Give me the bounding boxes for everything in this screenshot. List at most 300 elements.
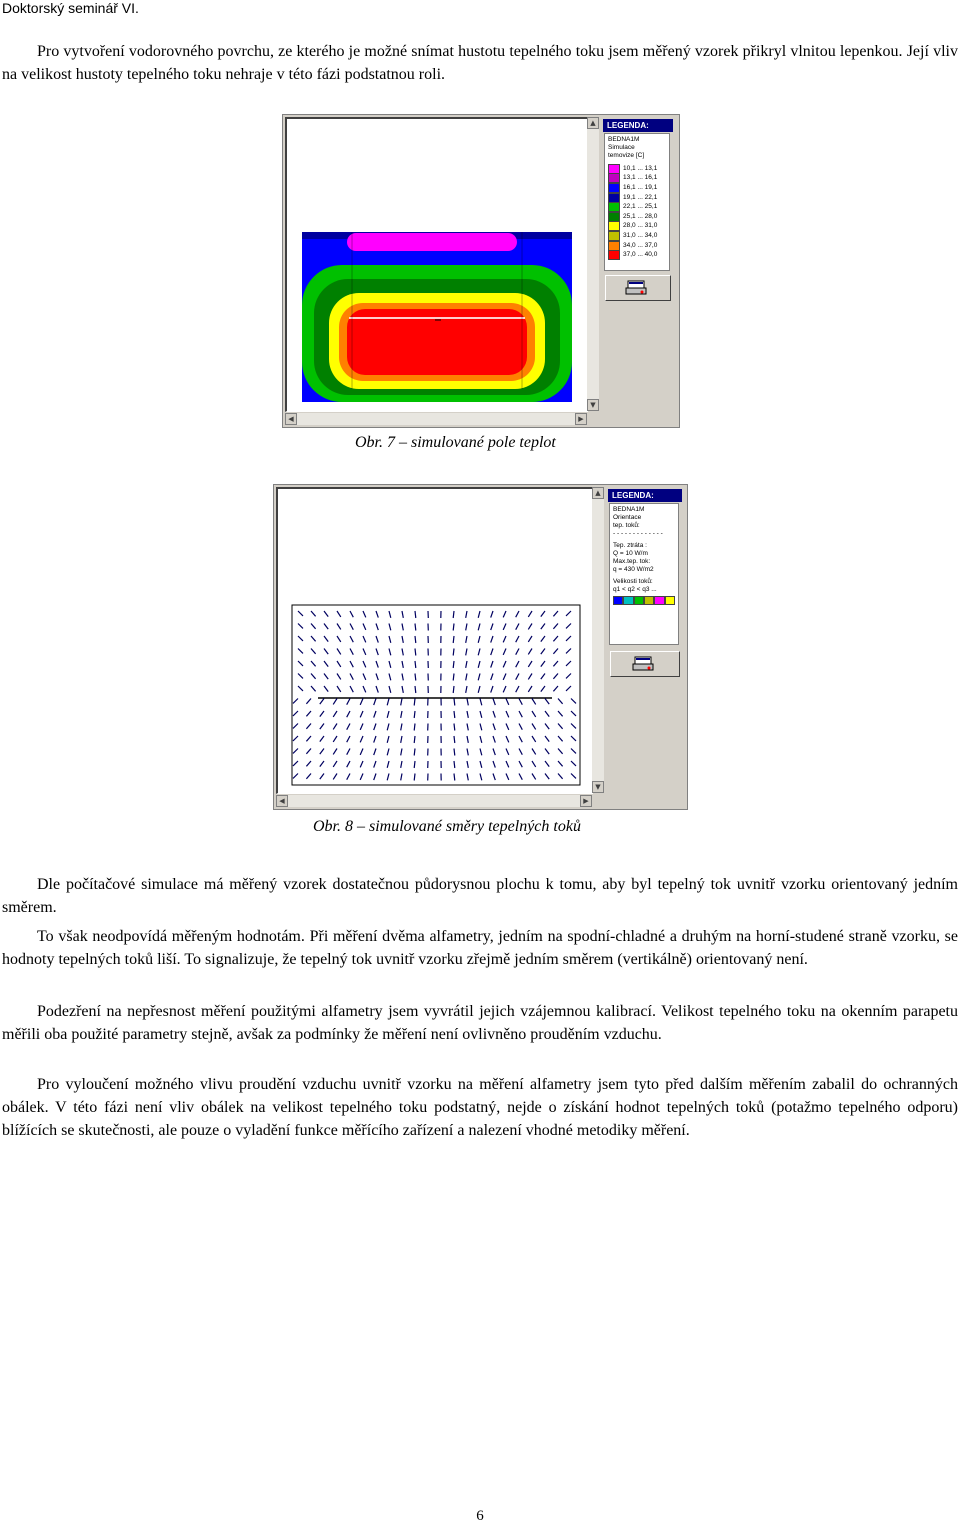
figure-heat-flow-directions <box>273 484 688 810</box>
flow-arrow <box>320 699 324 705</box>
flow-arrow <box>306 711 311 716</box>
flow-arrow <box>528 649 532 655</box>
flow-arrow <box>528 686 532 692</box>
flow-arrow <box>480 761 482 768</box>
flow-arrow <box>333 736 337 742</box>
flow-arrow <box>480 711 482 718</box>
flow-arrow <box>454 761 455 768</box>
legend-item-label: 37,0 ... 40,0 <box>623 251 658 259</box>
flow-arrow <box>506 761 509 767</box>
legend-swatch <box>608 202 620 212</box>
scroll-down-button[interactable]: ▼ <box>587 399 599 411</box>
flow-arrow <box>454 724 455 731</box>
flow-arrow <box>414 724 415 731</box>
flow-arrow <box>478 649 480 656</box>
legend-item-label: 22,1 ... 25,1 <box>623 203 658 211</box>
legend-line: Tep. ztráta : <box>613 542 647 549</box>
flow-arrow <box>415 661 416 668</box>
flow-arrow <box>376 649 378 656</box>
flow-arrow <box>519 774 522 780</box>
flow-arrow <box>401 749 402 756</box>
legend-swatch <box>608 183 620 193</box>
temperature-canvas <box>285 117 588 412</box>
flow-arrow <box>333 774 337 780</box>
flow-arrow <box>363 674 366 680</box>
flow-arrow <box>566 674 571 679</box>
flow-arrow <box>466 686 467 693</box>
legend-lines <box>613 514 675 594</box>
flow-arrows <box>293 611 576 781</box>
legend-file: BEDNA1M <box>608 136 640 143</box>
flow-arrow <box>493 699 495 706</box>
flow-arrow <box>306 749 311 754</box>
flow-arrow <box>324 686 328 692</box>
flow-arrow <box>350 674 353 680</box>
flow-arrow <box>293 774 298 779</box>
flow-arrow <box>324 611 328 617</box>
flow-arrow <box>528 611 532 617</box>
flow-arrow <box>293 699 298 704</box>
flow-arrow <box>566 624 571 629</box>
flow-arrow <box>516 674 519 680</box>
flow-arrow <box>402 611 403 618</box>
flow-arrow <box>402 636 403 643</box>
flow-arrow <box>480 724 482 731</box>
flow-arrow <box>532 699 536 705</box>
flow-arrow <box>519 711 522 717</box>
flow-arrow <box>541 649 545 655</box>
flow-arrow <box>347 749 350 755</box>
flow-arrow <box>491 674 493 681</box>
legend-item-label: 28,0 ... 31,0 <box>623 222 658 230</box>
legend-title: Simulace <box>608 144 635 151</box>
flow-arrow <box>478 686 480 693</box>
flow-arrow <box>467 761 468 768</box>
flow-arrow <box>558 711 563 716</box>
flow-arrow <box>293 761 298 766</box>
scroll-down-button-2[interactable]: ▼ <box>592 781 604 793</box>
legend-swatch <box>608 173 620 183</box>
flow-arrow <box>298 624 303 629</box>
flow-arrow <box>402 661 403 668</box>
legend-swatch <box>608 221 620 231</box>
flow-arrow <box>503 686 506 692</box>
flow-arrow <box>324 649 328 655</box>
flow-arrow <box>528 661 532 667</box>
flow-arrow <box>516 661 519 667</box>
flow-arrow <box>320 711 324 717</box>
flow-arrow <box>541 674 545 680</box>
flow-arrow <box>491 661 493 668</box>
legend-size-swatch <box>634 596 644 605</box>
flow-arrow <box>387 736 389 743</box>
flow-arrow <box>389 636 391 643</box>
flow-arrow <box>298 661 303 666</box>
legend-item <box>608 231 666 241</box>
flow-arrow <box>558 736 563 741</box>
flow-arrow <box>347 736 350 742</box>
legend-item <box>608 222 666 232</box>
flow-arrow <box>545 711 549 717</box>
flow-arrow <box>566 611 571 616</box>
flow-arrow <box>541 636 545 642</box>
flow-arrow <box>541 624 545 630</box>
vertical-scrollbar-2[interactable] <box>592 487 604 793</box>
flow-arrow <box>545 774 549 780</box>
flow-arrow <box>453 686 454 693</box>
flow-arrow <box>414 711 415 718</box>
flow-arrow <box>298 649 303 654</box>
flow-arrow <box>415 611 416 618</box>
flow-arrow <box>519 736 522 742</box>
flow-arrow <box>480 749 482 756</box>
legend-swatch <box>608 193 620 203</box>
vertical-scrollbar[interactable] <box>587 117 599 411</box>
flow-arrow <box>387 749 389 756</box>
flow-arrow <box>558 749 563 754</box>
flow-arrow <box>566 661 571 666</box>
flow-arrow <box>491 624 493 631</box>
flow-arrow <box>389 624 391 631</box>
flow-arrow <box>311 611 316 616</box>
scroll-up-button[interactable]: ▲ <box>587 117 599 129</box>
flow-arrow <box>532 711 536 717</box>
flow-arrow <box>306 774 311 779</box>
flow-arrow <box>337 636 341 642</box>
flow-arrow <box>337 686 341 692</box>
flow-arrow <box>506 711 509 717</box>
flow-arrow <box>324 624 328 630</box>
legend-item-label: 31,0 ... 34,0 <box>623 231 658 239</box>
flow-arrow <box>414 736 415 743</box>
flow-arrow <box>454 711 455 718</box>
flow-arrow <box>389 661 391 668</box>
flow-arrow <box>389 649 391 656</box>
flow-arrow <box>553 661 558 666</box>
legend-item <box>608 202 666 212</box>
flow-arrow <box>467 724 468 731</box>
horizontal-scrollbar[interactable] <box>285 413 587 425</box>
legend-line: Orientace <box>613 514 642 521</box>
flow-arrow <box>374 774 376 781</box>
flow-arrow <box>360 699 363 705</box>
flow-arrow <box>374 724 376 731</box>
flow-arrow <box>415 686 416 693</box>
flow-arrow <box>528 674 532 680</box>
flow-arrow <box>350 686 353 692</box>
flow-arrow <box>347 774 350 780</box>
flow-arrow <box>389 611 391 618</box>
flow-arrow <box>503 611 506 617</box>
legend-item <box>608 250 666 260</box>
flow-arrow <box>516 649 519 655</box>
flow-arrow <box>401 711 402 718</box>
legend-item <box>608 174 666 184</box>
flow-arrow <box>311 686 316 691</box>
flow-arrow <box>453 611 454 618</box>
flow-arrow <box>374 761 376 768</box>
flow-arrow <box>571 711 576 716</box>
flow-arrow <box>387 711 389 718</box>
flow-arrow <box>374 711 376 718</box>
flow-arrow <box>480 736 482 743</box>
flow-arrow <box>503 624 506 630</box>
flow-arrow <box>467 749 468 756</box>
flow-arrow <box>467 736 468 743</box>
flow-arrow <box>333 724 337 730</box>
flow-arrow <box>528 636 532 642</box>
flow-arrow <box>363 636 366 642</box>
scroll-right-button[interactable]: ▶ <box>575 413 587 425</box>
flow-arrow <box>401 736 402 743</box>
flow-arrow <box>516 686 519 692</box>
flow-arrow <box>493 749 495 756</box>
flow-arrow <box>347 711 350 717</box>
flow-arrow <box>454 699 455 706</box>
flow-arrow <box>363 661 366 667</box>
flow-arrow <box>466 674 467 681</box>
flow-arrow <box>414 699 415 706</box>
flow-arrow <box>360 774 363 780</box>
flow-arrow <box>467 711 468 718</box>
flow-arrow <box>360 761 363 767</box>
legend-item-label: 19,1 ... 22,1 <box>623 193 658 201</box>
flow-arrow <box>306 699 311 704</box>
flow-arrow <box>571 736 576 741</box>
flow-arrow <box>571 749 576 754</box>
flow-arrow <box>389 686 391 693</box>
flow-arrow <box>298 686 303 691</box>
flow-arrow <box>333 761 337 767</box>
flow-arrow <box>466 624 467 631</box>
flow-arrow <box>503 661 506 667</box>
scroll-right-button-2[interactable]: ▶ <box>580 795 592 807</box>
flow-arrow <box>320 736 324 742</box>
flow-arrow <box>516 636 519 642</box>
legend-item-label: 16,1 ... 19,1 <box>623 183 658 191</box>
flow-arrow <box>376 686 378 693</box>
scroll-left-button[interactable]: ◀ <box>285 413 297 425</box>
legend-subtitle: temovize [C] <box>608 152 645 159</box>
legend-item <box>608 193 666 203</box>
page-number: 6 <box>476 1508 484 1524</box>
flow-arrow <box>337 624 341 630</box>
flow-arrow <box>571 699 576 704</box>
flow-arrow <box>516 624 519 630</box>
flow-arrow <box>363 624 366 630</box>
flow-arrow <box>493 774 495 781</box>
legend-tool-button-2[interactable] <box>610 651 680 677</box>
flow-arrow <box>491 649 493 656</box>
flow-arrow <box>347 724 350 730</box>
flow-arrow <box>566 636 571 641</box>
legend-panel <box>604 133 670 271</box>
legend-swatch <box>608 241 620 251</box>
flow-arrow <box>553 686 558 691</box>
flow-arrow <box>466 611 467 618</box>
temperature-plot <box>287 119 587 411</box>
flow-arrow <box>337 661 341 667</box>
flow-arrow <box>387 761 389 768</box>
figure-temperature-field <box>282 114 680 428</box>
flow-arrow <box>519 761 522 767</box>
flow-arrow <box>320 774 324 780</box>
flow-arrow <box>306 761 311 766</box>
flow-arrow <box>293 711 298 716</box>
flow-arrow <box>293 724 298 729</box>
flow-arrow <box>402 649 403 656</box>
flow-arrow <box>333 711 337 717</box>
legend-swatch <box>608 231 620 241</box>
flow-arrow <box>350 636 353 642</box>
legend-item-label: 34,0 ... 37,0 <box>623 241 658 249</box>
flow-arrow <box>363 649 366 655</box>
scroll-up-button-2[interactable]: ▲ <box>592 487 604 499</box>
flow-arrow <box>337 611 341 617</box>
flow-arrow <box>545 749 549 755</box>
flow-arrow <box>363 686 366 692</box>
scroll-left-button-2[interactable]: ◀ <box>276 795 288 807</box>
flow-arrow <box>376 661 378 668</box>
legend-tool-button[interactable] <box>605 275 671 301</box>
flow-arrow <box>493 736 495 743</box>
flow-arrow <box>453 649 454 656</box>
flow-arrow <box>503 674 506 680</box>
flow-arrow <box>478 636 480 643</box>
flow-arrow <box>493 711 495 718</box>
page-header: Doktorský seminář VI. <box>2 0 139 16</box>
flow-arrow <box>558 724 563 729</box>
flow-arrow <box>350 649 353 655</box>
flow-arrow <box>324 636 328 642</box>
flow-arrow <box>566 686 571 691</box>
flow-arrow <box>532 736 536 742</box>
flow-arrow <box>415 649 416 656</box>
legend-swatch <box>608 164 620 174</box>
flow-arrow <box>374 699 376 706</box>
flow-arrow <box>553 624 558 629</box>
flow-arrow <box>466 661 467 668</box>
flow-arrow <box>506 736 509 742</box>
flow-arrow <box>374 736 376 743</box>
flow-arrow <box>376 624 378 631</box>
flow-arrow <box>360 724 363 730</box>
legend-file-2: BEDNA1M <box>613 506 645 513</box>
flow-arrow <box>528 624 532 630</box>
flow-arrow <box>333 749 337 755</box>
flow-arrow <box>467 699 468 706</box>
flow-arrow <box>454 749 455 756</box>
flow-arrow <box>503 649 506 655</box>
flow-arrow <box>506 749 509 755</box>
legend-items <box>608 164 666 260</box>
legend-line: - - - - - - - - - - - - - <box>613 530 663 537</box>
paragraph-3: Podezření na nepřesnost měření použitými alfametry jsem vyvrátil jejich vzájemnou kalibrací. Velikost tepelného toku na okenním parapetu měřili oba použité parametry stejně, avšak za podmínky že měření není ovlivněno prouděním vzduchu. <box>2 1003 958 1043</box>
flow-arrow <box>532 761 536 767</box>
flow-arrow <box>532 774 536 780</box>
flow-arrow <box>311 649 316 654</box>
flow-arrow <box>558 761 563 766</box>
paragraph-4: Pro vyloučení možného vlivu proudění vzduchu uvnitř vzorku na měření alfametry jsem tyto před dalším měřením zabalil do ochranných obálek. V této fázi není vliv obálek na velikost tepelného toku podstatný, nejde o získání hodnot tepelných toků (potažmo tepelného odporu) blížících se skutečnosti, ale pouze o vyladění funkce měřícího zařízení a nalezení vhodné metodiky měření. <box>2 1076 958 1139</box>
flow-arrow <box>491 636 493 643</box>
flow-arrow <box>415 636 416 643</box>
flow-arrow <box>558 699 563 704</box>
flow-arrow <box>553 611 558 616</box>
legend-line: Q = 10 W/m <box>613 550 648 557</box>
legend-line: Max.tep. tok: <box>613 558 651 565</box>
legend-item <box>608 164 666 174</box>
figure2-caption: Obr. 8 – simulované směry tepelných toků <box>313 818 581 835</box>
flow-arrow <box>480 699 482 706</box>
flow-arrow <box>478 661 480 668</box>
flow-arrow <box>324 674 328 680</box>
flow-arrow <box>333 699 337 705</box>
flow-arrow <box>466 649 467 656</box>
flow-arrow <box>347 699 350 705</box>
flow-arrow <box>453 674 454 681</box>
legend-size-colors <box>613 596 675 605</box>
printer-icon <box>606 276 670 300</box>
flow-arrow <box>493 761 495 768</box>
flow-arrow <box>350 661 353 667</box>
flow-arrow <box>376 636 378 643</box>
legend-size-swatch <box>654 596 664 605</box>
flow-arrow <box>453 624 454 631</box>
flow-arrow <box>311 624 316 629</box>
legend-size-swatch <box>623 596 633 605</box>
flow-arrow <box>506 774 509 780</box>
flow-arrow <box>491 611 493 618</box>
flow-arrow <box>553 674 558 679</box>
flow-arrow <box>306 724 311 729</box>
flow-arrow <box>553 649 558 654</box>
intro-paragraph: Pro vytvoření vodorovného povrchu, ze kterého je možné snímat hustotu tepelného toku jsem měřený vzorek přikryl vlnitou lepenkou. Její vliv na velikost hustoty tepelného toku nehraje v této fázi podstatnou roli. <box>2 43 958 83</box>
legend-item-label: 25,1 ... 28,0 <box>623 212 658 220</box>
flow-arrow <box>311 674 316 679</box>
flow-arrow <box>360 736 363 742</box>
flow-arrow <box>350 624 353 630</box>
flow-arrow <box>376 674 378 681</box>
flow-arrow <box>320 749 324 755</box>
flow-arrow <box>545 724 549 730</box>
heat-flow-plot <box>278 489 592 793</box>
flow-arrow <box>387 774 389 781</box>
flow-arrow <box>571 761 576 766</box>
flow-arrow <box>519 724 522 730</box>
flow-arrow <box>401 774 402 781</box>
flow-arrow <box>363 611 366 617</box>
horizontal-scrollbar-2[interactable] <box>276 795 592 807</box>
legend-item <box>608 241 666 251</box>
flow-arrow <box>387 724 389 731</box>
flow-arrow <box>402 674 403 681</box>
flow-arrow <box>480 774 482 781</box>
flow-arrow <box>414 774 415 781</box>
flow-arrow <box>516 611 519 617</box>
flow-arrow <box>553 636 558 641</box>
flow-arrow <box>478 611 480 618</box>
legend-line: tep. toků: <box>613 522 640 529</box>
legend-swatch <box>608 250 620 260</box>
flow-arrow <box>311 636 316 641</box>
paragraph-1: Dle počítačové simulace má měřený vzorek dostatečnou půdorysnou plochu k tomu, aby byl tepelný tok uvnitř vzorku orientovaný jedním směrem. <box>2 876 958 916</box>
flow-arrow <box>337 674 341 680</box>
flow-arrow <box>350 611 353 617</box>
flow-arrow <box>324 661 328 667</box>
flow-arrow <box>506 699 509 705</box>
flow-arrow <box>519 749 522 755</box>
flow-arrow <box>306 736 311 741</box>
